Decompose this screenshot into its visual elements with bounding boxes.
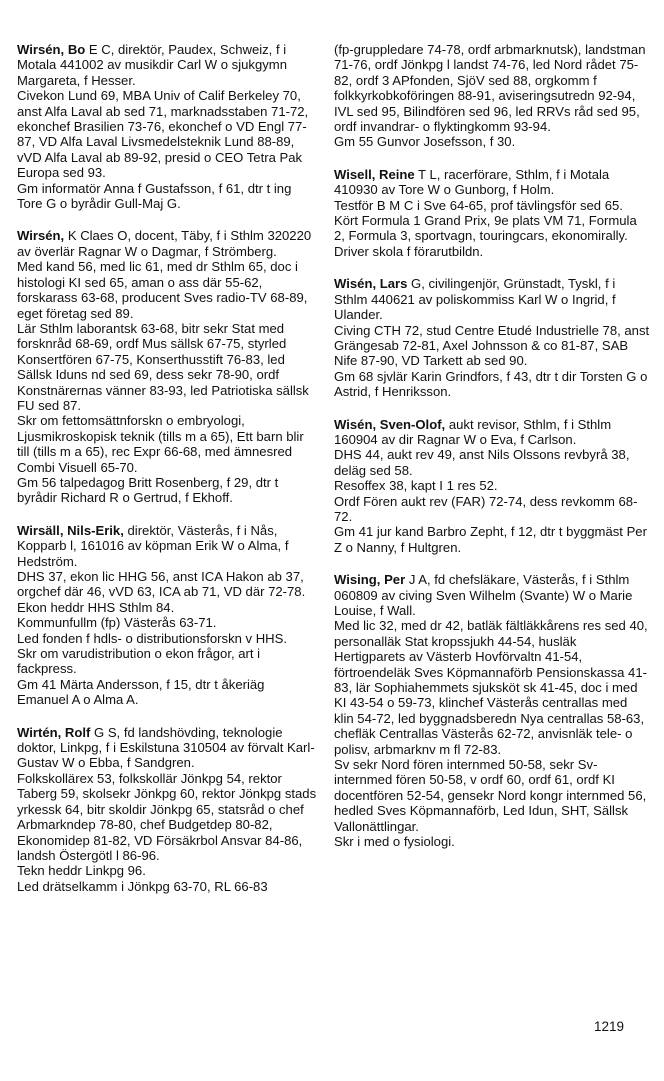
biography-entry [17,725,317,894]
biography-entry [334,167,650,259]
entry-paragraph: Lär Sthlm laborantsk 63-68, bitr sekr Stat med forsknråd 68-69, ordf Mus sällsk 67-75, styrled Konsertfören 67-75, Konserthusstift 76-83, led Sällsk Iduns nd sed 69, dess sekr 78-90, ordf Konstnärernas vänner 83-93, led Patriotiska sällsk FU sed 87. [17,320,309,413]
entry-paragraph: Resoffex 38, kapt I 1 res 52. [334,478,498,494]
entry-paragraph: Skr om varudistribution o ekon frågor, art i fackpress. [17,646,261,677]
entry-paragraph: Civing CTH 72, stud Centre Etudé Industrielle 78, anst Grängesab 72-81, Axel Johnsson & co 81-87, SAB Nife 87-90, VD Tarkett ab sed 90. [334,322,650,369]
entry-intro: G S, fd landshövding, teknologie doktor, Linkpg, f i Eskilstuna 310504 av förvalt Karl-Gustav W o Ebba, f Sandgren. [17,724,315,771]
left-column [17,42,317,911]
entry-name: Wirsäll, Nils-Erik, [17,522,124,538]
entry-paragraph: Ordf Fören aukt rev (FAR) 72-74, dess revkomm 68-72. [334,493,638,524]
entry-paragraph: Gm 55 Gunvor Josefsson, f 30. [334,134,516,150]
right-column [334,42,650,867]
entry-paragraph: Gm 41 jur kand Barbro Zepht, f 12, dtr t byggmäst Per Z o Nanny, f Hultgren. [334,524,647,555]
entry-name: Wising, Per [334,572,406,588]
entry-paragraph: Folkskollärex 53, folkskollär Jönkpg 54, rektor Taberg 59, skolsekr Jönkpg 60, rektor Jönkpg stads yrkessk 64, bitr skoldir Jönkpg 65, statsråd o chef Arbmarkndep 78-80, chef Budgetdep 80-82, Ekonomidep 81-82, VD Försäkrbol Ansvar 84-86, landsh Östergötl l 86-96. [17,770,317,863]
entry-paragraph: Led drätselkamm i Jönkpg 63-70, RL 66-83 [17,878,268,894]
entry-name: Wisén, Sven-Olof, [334,416,446,432]
entry-paragraph: Gm 56 talpedagog Britt Rosenberg, f 29, dtr t byrådir Richard R o Gertrud, f Ekhoff. [17,474,279,506]
entry-paragraph: DHS 37, ekon lic HHG 56, anst ICA Hakon ab 37, orgchef där 46, vVD 63, ICA ab 71, VD där 72-78. [17,569,306,600]
entry-paragraph: Med kand 56, med lic 61, med dr Sthlm 65, doc i histologi KI sed 65, aman o ass där 55-62, forskarass 63-68, producent Sves radio-TV 68-89, eget företag sed 89. [17,259,308,321]
entry-paragraph: Skr om fettomsättnforskn o embryologi, Ljusmikroskopisk teknik (tills m a 65), Ett barn blir till (tills m a 65), rec Expr 66-68, med ämnesred Combi Visuell 65-70. [17,413,304,475]
entry-intro: K Claes O, docent, Täby, f i Sthlm 320220 av överlär Ragnar W o Dagmar, f Strömberg. [17,228,312,259]
biography-entry [17,523,317,708]
entry-intro: J A, fd chefsläkare, Västerås, f i Sthlm 060809 av civing Sven Wilhelm (Svante) W o Marie Louise, f Wall. [334,572,633,618]
entry-intro: aukt revisor, Sthlm, f i Sthlm 160904 av dir Ragnar W o Eva, f Carlson. [334,416,612,447]
entry-paragraph: DHS 44, aukt rev 49, anst Nils Olssons revbyrå 38, deläg sed 58. [334,447,630,478]
biography-entry [17,228,317,505]
entry-intro: direktör, Västerås, f i Nås, Kopparb l, 161016 av köpman Erik W o Alma, f Hedström. [17,522,289,569]
entry-intro: (fp-gruppledare 74-78, ordf arbmarknutsk), landstman 71-76, ordf Jönkpg l landst 74-76, led Nord rådet 75-82, ordf 3 APfonden, SjöV sed 88, orgkomm f folkkyrkobkoföringen 88-91, aviseringsutredn 92-94, IVL sed 95, Bilindfören sed 96, led RRVs råd sed 95, ordf invandrar- o flyktingkomm 93-94. [334,42,646,135]
entry-paragraph: Kommunfullm (fp) Västerås 63-71. [17,615,217,631]
biography-entry [334,276,650,399]
entry-paragraph: Sv sekr Nord fören internmed 50-58, sekr Sv-internmed fören 50-58, v ordf 60, ordf 61, ordf KI docentfören 52-54, gensekr Nord kongr internmed 56, hedled Sves Köpmannaförb, Led Idun, SHT, Sällsk Vallonättlingar. [334,757,647,834]
entry-paragraph: Med lic 32, med dr 42, batläk fältläkkårens res sed 40, personalläk Stat kropssjukh 44-54, husläk Hertigparets av Västerb Hovförvaltn 41-54, förtroendeläk Sves Köpmannaförb Pensionskassa 41-83, lär Sophiahemmets sjuksköt sk 41-45, doc i med KI 43-54 o 59-73, klinchef Västerås centrallas med klin 54-72, led byggnadsberedn Nya centrallas 58-63, chefläk Centrallas Västerås 62-72, anvisnläk tele- o polisv, arbmarknv m fl 72-83. [334,618,648,757]
biography-entry [17,42,317,211]
entry-paragraph: Skr i med o fysiologi. [334,834,455,850]
entry-intro: T L, racerförare, Sthlm, f i Motala 410930 av Tore W o Gunborg, f Holm. [334,166,610,198]
entry-name: Wirtén, Rolf [17,724,91,740]
entry-paragraph: Testför B M C i Sve 64-65, prof tävlingsför sed 65. [334,197,623,213]
entry-name: Wisén, Lars [334,276,408,292]
entry-paragraph: Civekon Lund 69, MBA Univ of Calif Berkeley 70, anst Alfa Laval ab sed 71, marknadsstaben 71-72, ekonchef Brasilien 73-76, ekonchef o VD Engl 77-87, VD Alfa Laval Livsmedelsteknik Lund 88-89, vVD Alfa Laval ab 89-92, presid o CEO Tetra Pak Europa sed 93. [17,88,309,181]
entry-paragraph: Driver skola f förarutbildn. [334,243,484,259]
biography-entry [334,572,650,849]
entry-paragraph: Gm 41 Märta Andersson, f 15, dtr t åkeriäg Emanuel A o Alma A. [17,676,265,708]
entry-paragraph: Tekn heddr Linkpg 96. [17,863,146,879]
entry-intro: E C, direktör, Paudex, Schweiz, f i Motala 441002 av musikdir Carl W o sjukgymn Margareta, f Hesser. [17,42,287,88]
entry-paragraph: Kört Formula 1 Grand Prix, 9e plats VM 71, Formula 2, Formula 3, sportvagn, touringcars, ekonomirally. [334,213,637,244]
entry-paragraph: Gm 68 sjvlär Karin Grindfors, f 43, dtr t dir Torsten G o Astrid, f Henriksson. [334,368,648,400]
biography-entry-continued [334,42,650,150]
entry-paragraph: Gm informatör Anna f Gustafsson, f 61, dtr t ing Tore G o byrådir Gull-Maj G. [17,180,292,212]
page-number: 1219 [594,1019,625,1034]
entry-name: Wisell, Reine [334,166,415,182]
entry-paragraph: Led fonden f hdls- o distributionsforskn v HHS. [17,630,288,646]
entry-paragraph: Ekon heddr HHS Sthlm 84. [17,599,175,615]
entry-intro: G, civilingenjör, Grünstadt, Tyskl, f i Sthlm 440621 av poliskommiss Karl W o Ingrid, f Ulander. [334,276,616,323]
entry-name: Wirsén, [17,228,65,244]
biography-entry [334,417,650,556]
entry-name: Wirsén, Bo [17,42,86,57]
